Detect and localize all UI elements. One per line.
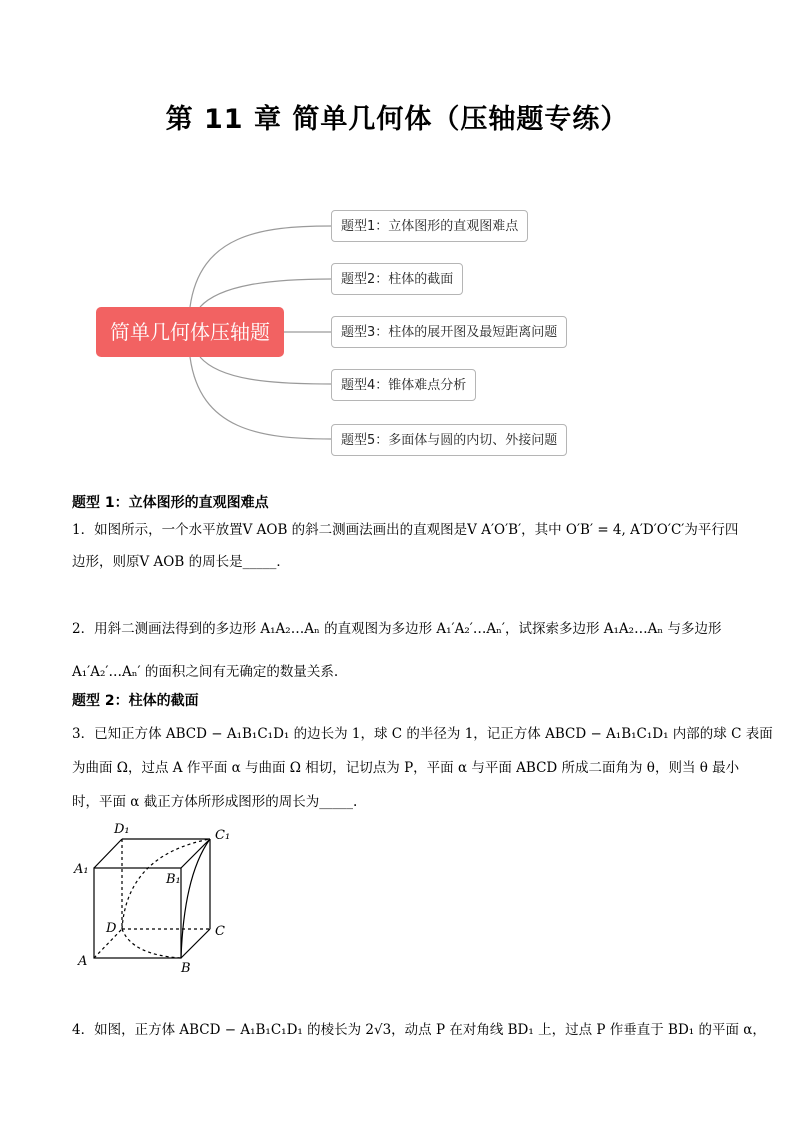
sphere-arc-bottom (122, 929, 181, 958)
connector-2 (200, 279, 331, 307)
page-title: 第 11 章 简单几何体（压轴题专练） (165, 104, 629, 135)
label-B1: B₁ (166, 872, 181, 887)
label-C1: C₁ (215, 828, 231, 843)
label-A1: A₁ (74, 862, 89, 877)
problem-2-line-1: 2．用斜二测画法得到的多边形 A₁A₂…Aₙ 的直观图为多边形 A₁′A₂′…Aₙ′，试探索多边形 A₁A₂…Aₙ 与多边形 (72, 621, 722, 637)
label-B: B (181, 961, 191, 975)
problem-3-line-3: 时，平面 α 截正方体所形成图形的周长为_____. (72, 794, 358, 810)
mindmap-branch-2: 题型2：柱体的截面 (331, 263, 463, 295)
section-heading-1: 题型 1：立体图形的直观图难点 (72, 495, 269, 511)
connector-5 (190, 357, 331, 439)
problem-1-line-1: 1．如图所示，一个水平放置V AOB 的斜二测画法画出的直观图是V A′O′B′，其中 O′B′ = 4, A′D′O′C′为平行四 (72, 522, 739, 538)
problem-3-line-1: 3．已知正方体 ABCD − A₁B₁C₁D₁ 的边长为 1，球 C 的半径为 1，记正方体 ABCD − A₁B₁C₁D₁ 内部的球 C 表面 (72, 726, 773, 742)
problem-3-line-2: 为曲面 Ω，过点 A 作平面 α 与曲面 Ω 相切，记切点为 P，平面 α 与平面 ABCD 所成二面角为 θ，则当 θ 最小 (72, 760, 740, 776)
mindmap-branch-3: 题型3：柱体的展开图及最短距离问题 (331, 316, 567, 348)
sphere-arc-right (181, 839, 210, 958)
section-heading-2: 题型 2：柱体的截面 (72, 693, 199, 709)
cube-figure (72, 815, 242, 975)
mindmap-branch-5: 题型5：多面体与圆的内切、外接问题 (331, 424, 567, 456)
problem-1-line-2: 边形，则原V AOB 的周长是_____． (72, 554, 290, 570)
problem-2-line-2: A₁′A₂′…Aₙ′ 的面积之间有无确定的数量关系. (72, 664, 339, 680)
mindmap-branch-1: 题型1：立体图形的直观图难点 (331, 210, 528, 242)
label-D1: D₁ (114, 822, 130, 837)
connector-1 (190, 226, 331, 307)
mindmap-root: 简单几何体压轴题 (96, 307, 284, 357)
problem-4-line-1: 4．如图，正方体 ABCD − A₁B₁C₁D₁ 的棱长为 2√3，动点 P 在对角线 BD₁ 上，过点 P 作垂直于 BD₁ 的平面 α， (72, 1022, 766, 1038)
label-C: C (215, 924, 225, 939)
mindmap-branch-4: 题型4：锥体难点分析 (331, 369, 476, 401)
label-D: D (106, 921, 117, 936)
label-A: A (78, 954, 88, 969)
connector-4 (200, 357, 331, 384)
